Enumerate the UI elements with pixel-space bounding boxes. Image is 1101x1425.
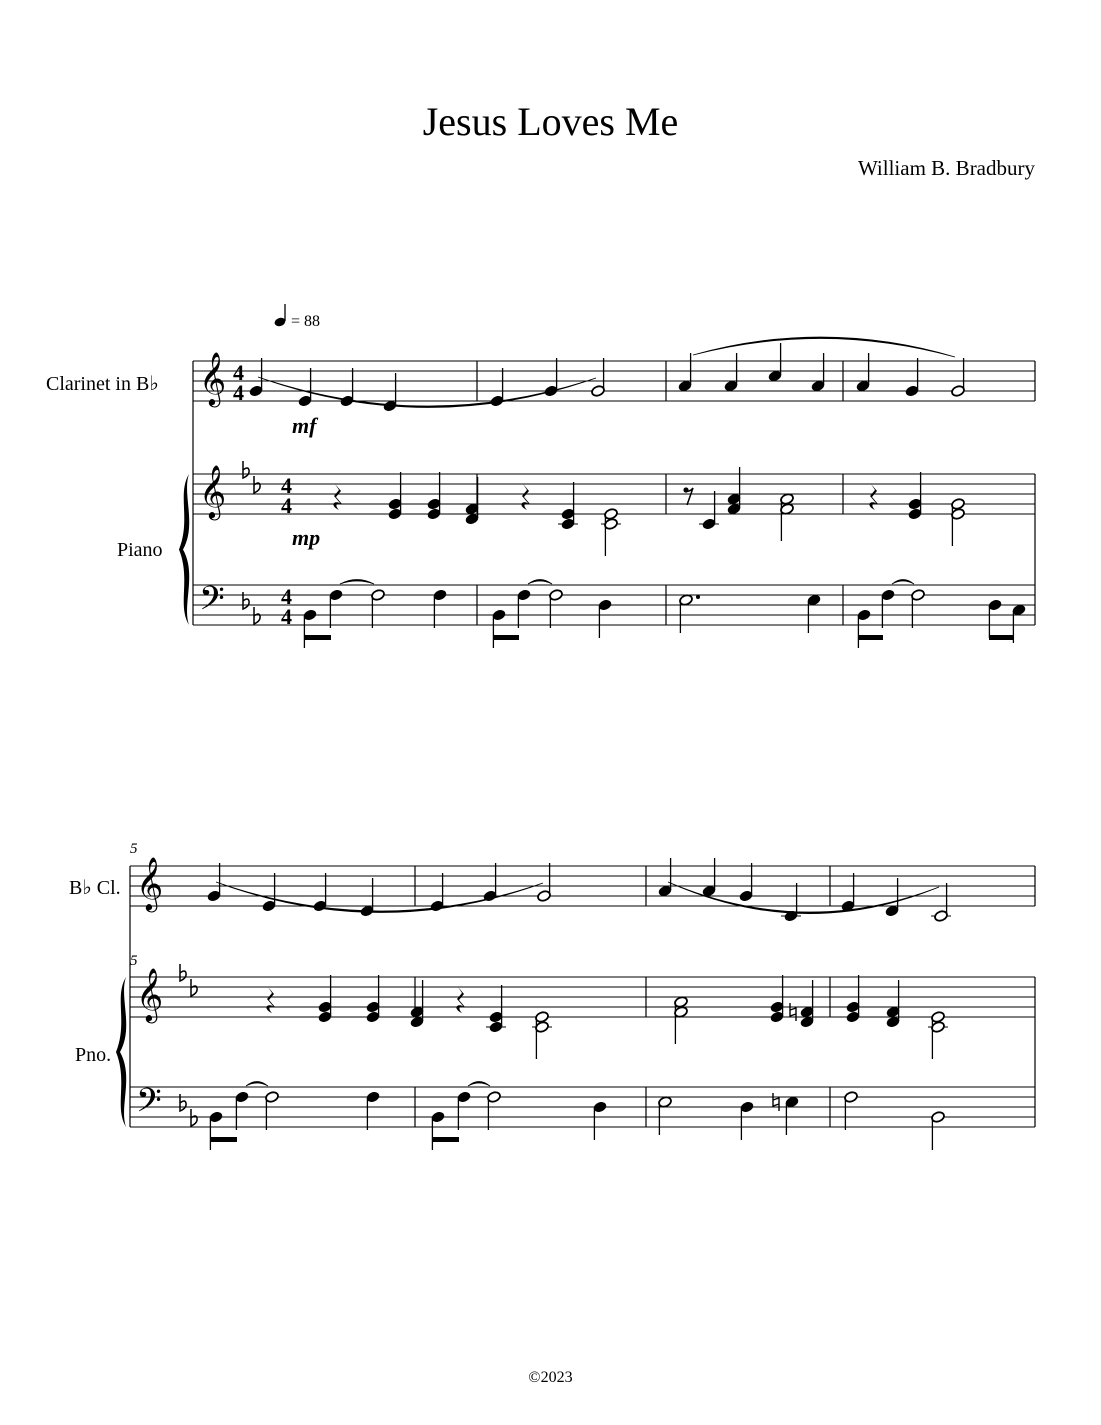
quarter-rest [456,987,465,1013]
slur [468,1082,490,1087]
flat-sign [243,461,249,478]
measure-number-piano: 5 [130,953,138,969]
slur [892,580,914,585]
time-sig-numerator: 4 [233,360,244,385]
quarter-rest [869,484,878,510]
quarter-rest [266,987,275,1013]
beam [304,635,331,640]
piano-brace [116,977,126,1127]
composer-name: William B. Bradbury [857,156,1035,180]
page-title: Jesus Loves Me [422,99,679,144]
time-sig-denominator: 4 [233,380,244,405]
tempo-marking [273,304,320,330]
dot [696,595,700,599]
time-sig-numerator: 4 [281,473,292,498]
time-sig-numerator: 4 [281,584,292,609]
tempo-text: = 88 [291,313,321,330]
quarter-rest [521,484,530,510]
piano-label: Piano [117,539,163,561]
natural-sign [790,1003,796,1021]
eighth-rest [686,488,693,505]
beam [210,1137,237,1142]
treble-clef: 𝄞 [199,466,227,517]
slur [528,580,552,585]
slur [246,1082,268,1087]
flat-sign [180,964,186,981]
beam [858,635,883,640]
bass-clef: 𝄢 [199,580,225,625]
treble-clef: 𝄞 [136,969,164,1020]
beam [493,635,519,640]
system-1 [179,337,1035,648]
clarinet-label: Clarinet in B♭ [46,373,159,395]
time-sig-denominator: 4 [281,493,292,518]
beam [989,635,1014,640]
slur [340,580,374,585]
measure-number-clarinet: 5 [130,841,138,857]
natural-sign [773,1093,779,1111]
piano-short-label: Pno. [75,1044,112,1066]
bass-clef: 𝄢 [136,1082,162,1127]
time-sig-denominator: 4 [281,604,292,629]
quarter-rest [333,484,342,510]
clarinet-short-label: B♭ Cl. [69,877,121,899]
copyright-notice: ©2023 [528,1369,573,1386]
treble-clef: 𝄞 [136,858,164,909]
piano-brace [179,474,189,625]
dynamic-mp: mp [292,525,321,550]
beam [432,1137,459,1142]
treble-clef: 𝄞 [199,353,227,404]
system-2 [116,841,1035,1150]
dynamic-mf: mf [292,413,317,438]
